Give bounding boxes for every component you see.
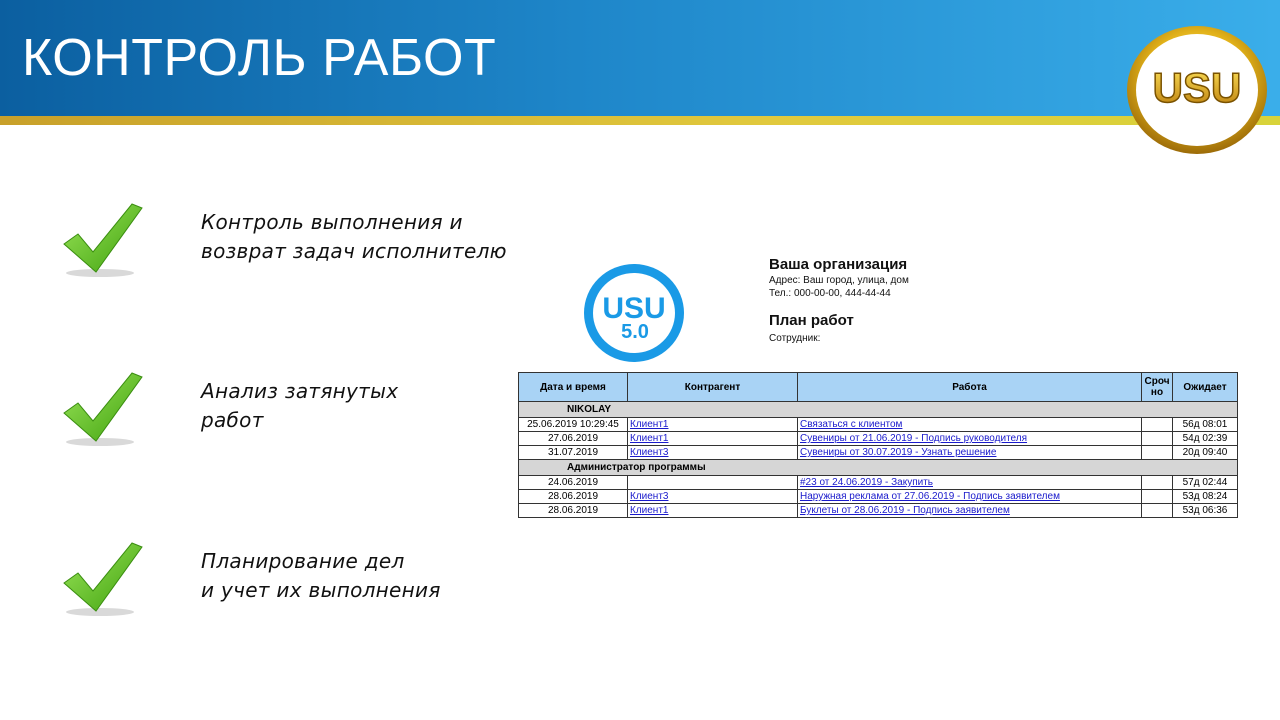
cell-urgent xyxy=(1142,476,1173,490)
cell-client xyxy=(628,418,798,432)
feature-line: и учет их выполнения xyxy=(201,578,441,602)
report-title: План работ xyxy=(769,312,854,329)
report-logo-text: USU xyxy=(602,292,666,325)
table-row xyxy=(519,476,1238,490)
feature-line: Анализ затянутых xyxy=(201,379,399,403)
column-header-work: Работа xyxy=(798,373,1142,402)
cell-client xyxy=(628,432,798,446)
feature-line: Планирование дел xyxy=(201,549,405,573)
cell-urgent xyxy=(1142,490,1173,504)
cell-urgent xyxy=(1142,446,1173,460)
checkmark-icon xyxy=(60,539,146,619)
feature-line: работ xyxy=(201,408,264,432)
cell-wait: 53д 08:24 xyxy=(1173,490,1238,504)
employee-label: Сотрудник: xyxy=(769,333,821,344)
cell-work xyxy=(798,490,1142,504)
feature-item-planning xyxy=(60,539,520,629)
cell-work xyxy=(798,476,1142,490)
group-name: NIKOLAY xyxy=(519,402,1238,418)
header-stripe xyxy=(0,116,1280,125)
brand-logo-text: USU xyxy=(1152,64,1242,111)
work-link[interactable]: Связаться с клиентом xyxy=(800,419,903,430)
work-plan-table xyxy=(518,372,1238,518)
cell-urgent xyxy=(1142,504,1173,518)
usu-report-logo xyxy=(582,262,686,364)
organization-address: Адрес: Ваш город, улица, дом xyxy=(769,275,909,286)
table-row xyxy=(519,432,1238,446)
cell-date: 28.06.2019 xyxy=(519,504,628,518)
report-logo-version: 5.0 xyxy=(621,321,649,343)
cell-work xyxy=(798,418,1142,432)
table-header-row xyxy=(519,373,1238,402)
group-row xyxy=(519,402,1238,418)
work-link[interactable]: Наружная реклама от 27.06.2019 - Подпись заявителем xyxy=(800,491,1060,502)
work-link[interactable]: Сувениры от 30.07.2019 - Узнать решение xyxy=(800,447,997,458)
cell-wait: 54д 02:39 xyxy=(1173,432,1238,446)
client-link[interactable]: Клиент1 xyxy=(630,419,669,430)
group-name: Администратор программы xyxy=(519,460,1238,476)
cell-wait: 56д 08:01 xyxy=(1173,418,1238,432)
cell-urgent xyxy=(1142,432,1173,446)
page-title: КОНТРОЛЬ РАБОТ xyxy=(22,29,497,87)
cell-work xyxy=(798,504,1142,518)
client-link[interactable]: Клиент1 xyxy=(630,433,669,444)
column-header-urgent: Сроч но xyxy=(1142,373,1173,402)
cell-urgent xyxy=(1142,418,1173,432)
cell-date: 24.06.2019 xyxy=(519,476,628,490)
cell-work xyxy=(798,446,1142,460)
cell-date: 25.06.2019 10:29:45 xyxy=(519,418,628,432)
work-link[interactable]: #23 от 24.06.2019 - Закупить xyxy=(800,477,933,488)
cell-client xyxy=(628,476,798,490)
cell-wait: 53д 06:36 xyxy=(1173,504,1238,518)
organization-name: Ваша организация xyxy=(769,256,908,273)
feature-line: Контроль выполнения и xyxy=(201,210,463,234)
column-header-wait: Ожидает xyxy=(1173,373,1238,402)
cell-wait: 20д 09:40 xyxy=(1173,446,1238,460)
cell-date: 31.07.2019 xyxy=(519,446,628,460)
usu-brand-logo xyxy=(1126,24,1268,156)
cell-client xyxy=(628,504,798,518)
cell-date: 27.06.2019 xyxy=(519,432,628,446)
table-row xyxy=(519,504,1238,518)
client-link[interactable]: Клиент3 xyxy=(630,447,669,458)
cell-client xyxy=(628,490,798,504)
organization-phone: Тел.: 000-00-00, 444-44-44 xyxy=(769,288,891,299)
work-link[interactable]: Буклеты от 28.06.2019 - Подпись заявителем xyxy=(800,505,1010,516)
feature-line: возврат задач исполнителю xyxy=(201,239,507,263)
checkmark-icon xyxy=(60,369,146,449)
cell-wait: 57д 02:44 xyxy=(1173,476,1238,490)
table-row xyxy=(519,490,1238,504)
cell-date: 28.06.2019 xyxy=(519,490,628,504)
table-row xyxy=(519,418,1238,432)
client-link[interactable]: Клиент3 xyxy=(630,491,669,502)
column-header-date: Дата и время xyxy=(519,373,628,402)
cell-work xyxy=(798,432,1142,446)
organization-info xyxy=(769,256,1069,299)
group-row xyxy=(519,460,1238,476)
client-link[interactable]: Клиент1 xyxy=(630,505,669,516)
work-link[interactable]: Сувениры от 21.06.2019 - Подпись руководителя xyxy=(800,433,1028,444)
table-row xyxy=(519,446,1238,460)
feature-item-control xyxy=(60,200,520,290)
cell-client xyxy=(628,446,798,460)
checkmark-icon xyxy=(60,200,146,280)
column-header-client: Контрагент xyxy=(628,373,798,402)
feature-item-analysis xyxy=(60,369,520,459)
